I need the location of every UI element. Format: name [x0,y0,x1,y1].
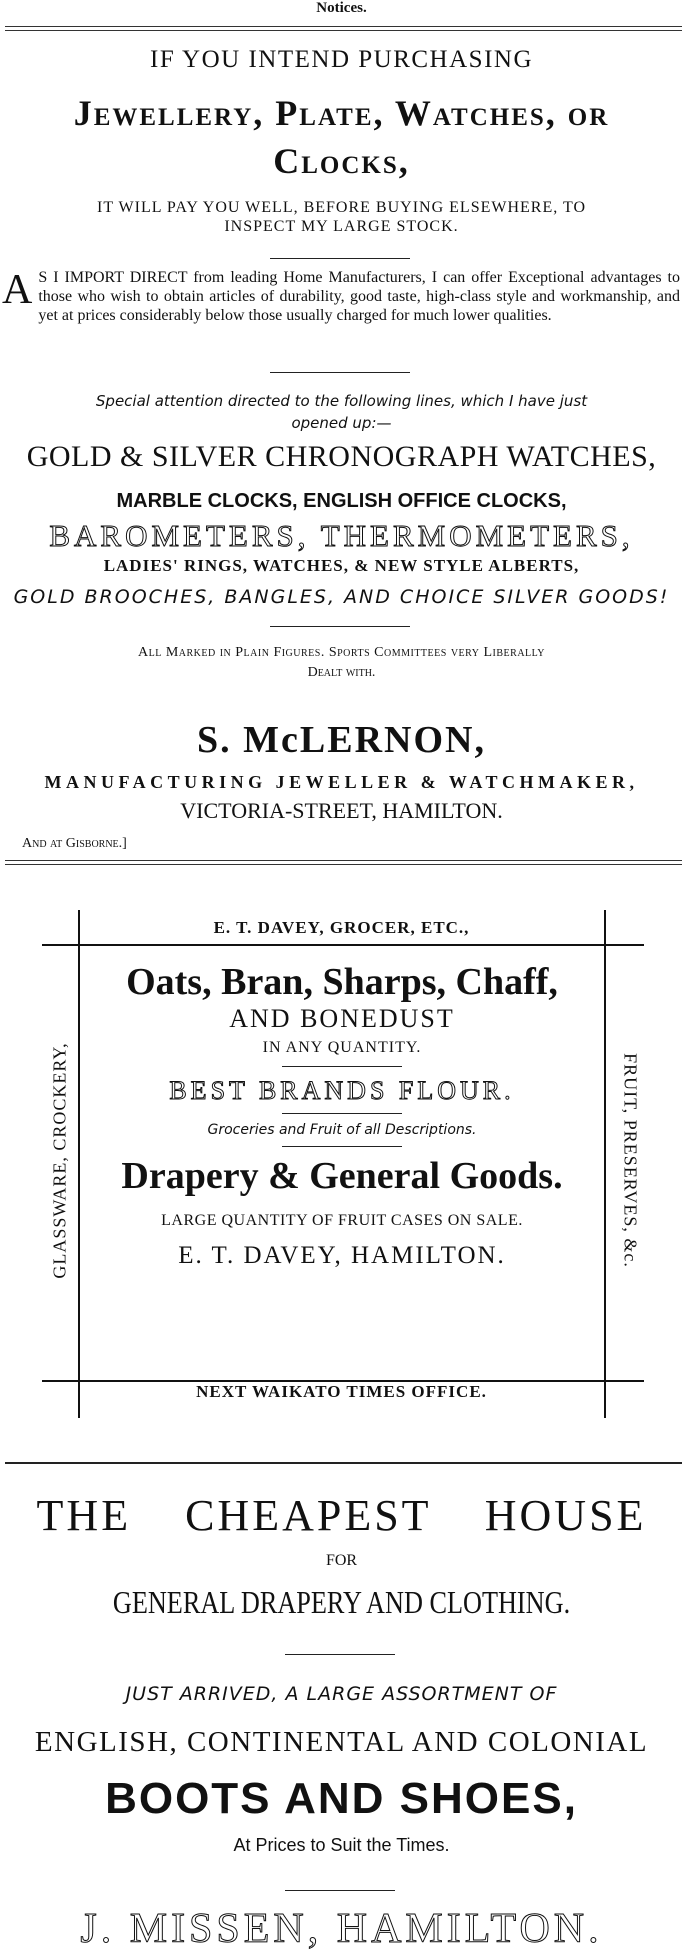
ad3-line3: GENERAL DRAPERY AND CLOTHING. [112,1584,571,1620]
ad1-trade: MANUFACTURING JEWELLER & WATCHMAKER, [44,772,639,792]
divider [282,1066,402,1067]
ad3-line6: BOOTS AND SHOES, [105,1774,578,1823]
ad1-line4: IT WILL PAY YOU WELL, BEFORE BUYING ELSEWHERE, TO [97,199,586,216]
ad1-paragraph [2,268,680,325]
frame-line [604,944,606,1380]
ad2-left-side: GLASSWARE, CROCKERY, [49,1042,70,1279]
ad1-line1: IF YOU INTEND PURCHASING [150,46,533,73]
divider [282,1113,402,1114]
ad2-bottom-banner: NEXT WAIKATO TIMES OFFICE. [196,1382,487,1401]
ad2-body [82,960,602,1275]
ad1-paragraph-text: S I IMPORT DIRECT from leading Home Manufacturers, I can offer Exceptional advantages to those who wish to obtain articles of durability, good taste, high-class style and workmanship, and yet at prices considerably below those usually charged for much lower qualities. [38,269,680,324]
ad2-line3: IN ANY QUANTITY. [262,1039,422,1056]
header-rule [5,26,682,31]
ad1-item-brooches: GOLD BROOCHES, BANGLES, AND CHOICE SILVER GOODS! [13,586,670,608]
ad2-line5: Groceries and Fruit of all Descriptions. [207,1122,477,1138]
ad1-line5: INSPECT MY LARGE STOCK. [224,218,459,235]
ad3-line2: FOR [325,1552,358,1569]
ad2-top-banner: E. T. DAVEY, GROCER, ETC., [213,918,470,937]
divider [282,1146,402,1147]
section-heading: Notices. [316,0,367,16]
ad1-line2: Jewellery, Plate, Watches, or [73,93,610,133]
ad1-address: VICTORIA-STREET, HAMILTON. [180,798,503,823]
ad3-line8: J. MISSEN, HAMILTON. [80,1906,603,1952]
frame-line [78,944,80,1380]
ad1-special-1: Special attention directed to the following lines, which I have just [95,392,588,410]
ad3-line4: JUST ARRIVED, A LARGE ASSORTMENT OF [125,1683,558,1705]
ad1-marked-1: All Marked in Plain Figures. Sports Committees very Liberally [138,645,545,660]
ad2-line4: BEST BRANDS FLOUR. [169,1076,515,1105]
ad2-right-side: FRUIT, PRESERVES, &c. [620,1053,641,1268]
ad3-line7: At Prices to Suit the Times. [233,1835,450,1855]
frame-line [42,944,644,946]
ad1-line3: Clocks, [273,141,410,181]
ad2-line8: E. T. DAVEY, HAMILTON. [178,1242,506,1269]
ad2-line2: AND BONEDUST [229,1004,455,1033]
drop-cap: A [2,267,33,313]
divider [285,1890,395,1891]
divider [270,372,410,373]
ad3-line1: THE CHEAPEST HOUSE [36,1491,647,1540]
ad1-branch: And at Gisborne.] [22,836,127,851]
ad1-marked-2: Dealt with. [307,665,376,680]
divider [270,626,410,627]
ad1-item-barometers: BAROMETERS, THERMOMETERS, [49,518,634,553]
divider [285,1654,395,1655]
ad3-line5: ENGLISH, CONTINENTAL AND COLONIAL [34,1726,649,1758]
ad1-special-2: opened up:— [291,414,392,432]
ad1-item-clocks: MARBLE CLOCKS, ENGLISH OFFICE CLOCKS, [116,490,567,512]
ad2-line6: Drapery & General Goods. [121,1155,563,1197]
ad-separator [5,860,682,865]
ad1-name: S. McLERNON, [197,719,486,761]
ad1-item-rings: LADIES' RINGS, WATCHES, & NEW STYLE ALBERTS, [103,556,580,575]
divider [270,258,410,259]
ad2-line1: Oats, Bran, Sharps, Chaff, [126,961,558,1003]
ad1-item-watches: GOLD & SILVER CHRONOGRAPH WATCHES, [26,440,657,473]
ad2-line7: LARGE QUANTITY OF FRUIT CASES ON SALE. [161,1212,523,1229]
ad-separator [5,1462,682,1464]
